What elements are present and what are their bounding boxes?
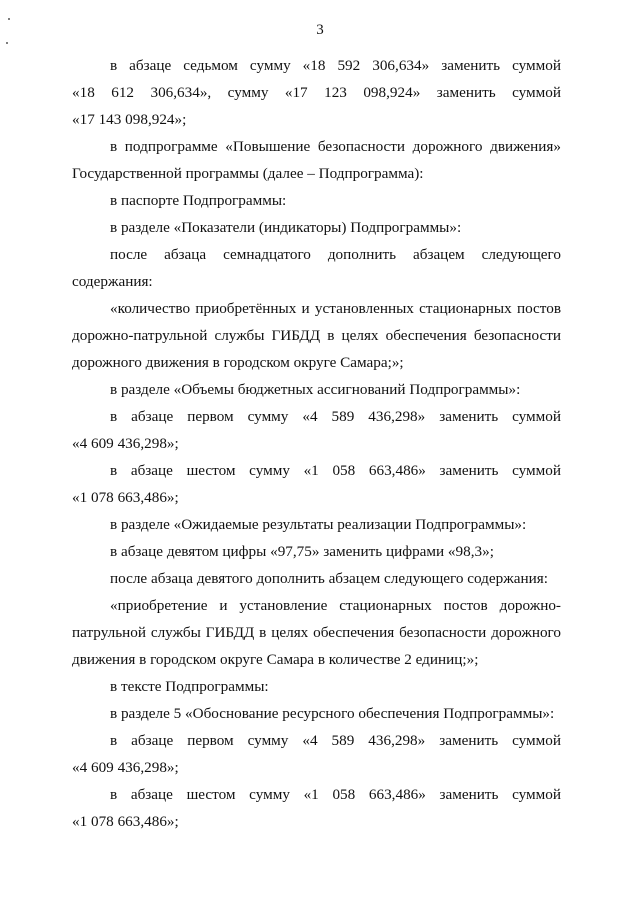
paragraph-line: «4 609 436,298»; xyxy=(72,759,179,776)
page-number: 3 xyxy=(316,22,324,38)
paragraph-line: «приобретение и установление стационарных постов дорожно- xyxy=(110,597,561,614)
paragraph-line: в тексте Подпрограммы: xyxy=(110,678,269,695)
paragraph-line: движения в городском округе Самара в количестве 2 единиц;»; xyxy=(72,651,479,668)
paragraph-line: «18 612 306,634», сумму «17 123 098,924» заменить суммой xyxy=(72,84,561,101)
paragraph-line: «1 078 663,486»; xyxy=(72,813,179,830)
paragraph-line: «17 143 098,924»; xyxy=(72,111,187,128)
paragraph-line: в разделе «Показатели (индикаторы) Подпрограммы»: xyxy=(110,219,462,236)
scan-mark xyxy=(6,42,8,44)
paragraph-line: дорожно-патрульной службы ГИБДД в целях обеспечения безопасности xyxy=(72,327,561,344)
paragraph-line: «количество приобретённых и установленных стационарных постов xyxy=(110,300,561,317)
paragraph-line: в разделе 5 «Обоснование ресурсного обеспечения Подпрограммы»: xyxy=(110,705,555,722)
paragraph-line: патрульной службы ГИБДД в целях обеспечения безопасности дорожного xyxy=(72,624,561,641)
scan-mark xyxy=(8,18,10,20)
paragraph-line: в разделе «Объемы бюджетных ассигнований Подпрограммы»: xyxy=(110,381,521,398)
paragraph-line: дорожного движения в городском округе Самара;»; xyxy=(72,354,404,371)
paragraph-line: после абзаца семнадцатого дополнить абзацем следующего xyxy=(110,246,561,263)
paragraph-line: в паспорте Подпрограммы: xyxy=(110,192,287,209)
paragraph-line: в абзаце девятом цифры «97,75» заменить цифрами «98,3»; xyxy=(110,543,494,560)
paragraph-line: «4 609 436,298»; xyxy=(72,435,179,452)
paragraph-line: Государственной программы (далее – Подпрограмма): xyxy=(72,165,424,182)
paragraph-line: содержания: xyxy=(72,273,153,290)
paragraph-line: в подпрограмме «Повышение безопасности дорожного движения» xyxy=(110,138,561,155)
paragraph-line: в абзаце шестом сумму «1 058 663,486» заменить суммой xyxy=(110,786,561,803)
paragraph-line: «1 078 663,486»; xyxy=(72,489,179,506)
document-body xyxy=(72,52,561,835)
paragraph-line: в абзаце первом сумму «4 589 436,298» заменить суммой xyxy=(110,408,561,425)
paragraph-line: в абзаце седьмом сумму «18 592 306,634» заменить суммой xyxy=(110,57,561,74)
paragraph-line: в абзаце первом сумму «4 589 436,298» заменить суммой xyxy=(110,732,561,749)
paragraph-line: после абзаца девятого дополнить абзацем следующего содержания: xyxy=(110,570,548,587)
paragraph-line: в разделе «Ожидаемые результаты реализации Подпрограммы»: xyxy=(110,516,527,533)
paragraph-line: в абзаце шестом сумму «1 058 663,486» заменить суммой xyxy=(110,462,561,479)
